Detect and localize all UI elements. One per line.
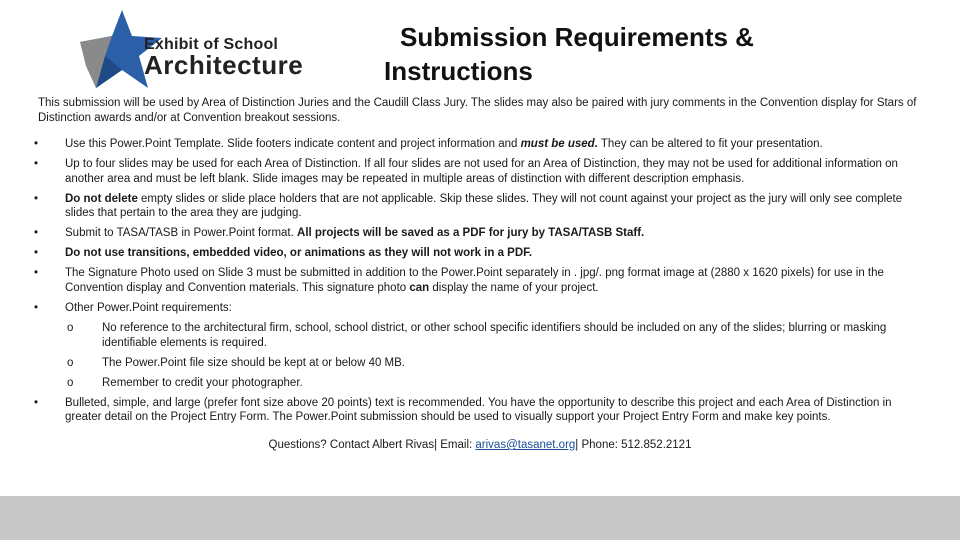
bullet-icon: • bbox=[34, 247, 39, 259]
list-emphasis: Do not delete bbox=[65, 192, 138, 205]
list-emphasis: must be used. bbox=[520, 138, 598, 150]
sub-list bbox=[65, 321, 920, 390]
logo-line1: Exhibit of School bbox=[144, 36, 279, 53]
contact-footer bbox=[0, 439, 960, 451]
sub-bullet-icon: o bbox=[67, 376, 74, 389]
bullet-icon: • bbox=[34, 192, 39, 205]
list-item bbox=[30, 396, 920, 425]
list-text: Remember to credit your photographer. bbox=[102, 376, 303, 389]
list-item bbox=[30, 266, 920, 295]
list-item bbox=[30, 192, 920, 221]
list-emphasis: Do not use transitions, embedded video, or animations as they will not work in a PDF. bbox=[65, 247, 533, 259]
bullet-icon: • bbox=[34, 158, 39, 170]
list-emphasis: can bbox=[409, 281, 430, 294]
list-text: Other Power.Point requirements: bbox=[65, 301, 232, 314]
sub-list-item bbox=[65, 321, 920, 350]
logo-line2: Architecture bbox=[144, 50, 304, 80]
sub-bullet-icon: o bbox=[67, 322, 74, 334]
intro-paragraph: This submission will be used by Area of Distinction Juries and the Caudill Class Jury. The slides may also be paired with jury comments in the Convention display for Stars of Distinction awards and/or at Convention breakout sessions. bbox=[38, 97, 917, 124]
list-item bbox=[30, 301, 920, 391]
list-text: display the name of your project. bbox=[429, 281, 599, 294]
exhibit-logo bbox=[72, 6, 322, 98]
list-emphasis: All projects will be saved as a PDF for jury by TASA/TASB Staff. bbox=[297, 227, 645, 239]
list-text: Submit to TASA/TASB in Power.Point format. bbox=[65, 227, 298, 239]
list-text: Up to four slides may be used for each Area of Distinction. If all four slides are not used for an Area of Distinction, they may not be used for additional information on another area and must be left blank. Slide images may be repeated in multiple areas of distinction with different description emphasis. bbox=[65, 158, 898, 185]
list-item bbox=[30, 157, 920, 186]
sub-bullet-icon: o bbox=[67, 356, 74, 369]
requirements-list bbox=[30, 137, 920, 430]
list-item bbox=[30, 226, 920, 241]
list-item bbox=[30, 246, 920, 261]
list-text: Use this Power.Point Template. Slide footers indicate content and project information and bbox=[65, 138, 521, 150]
page-title bbox=[384, 20, 824, 88]
footer-text: Questions? Contact Albert Rivas| Email: bbox=[268, 439, 476, 451]
bullet-icon: • bbox=[34, 138, 39, 150]
list-item bbox=[30, 137, 920, 152]
list-text: They can be altered to fit your presentation. bbox=[597, 138, 823, 150]
bullet-icon: • bbox=[34, 267, 39, 279]
page-title-line1: Submission Requirements & bbox=[400, 22, 754, 52]
list-text: Bulleted, simple, and large (prefer font size above 20 points) text is recommended. You have the opportunity to describe this project and each Area of Distinction in greater detail on the Project Entry Form. The Power.Point submission should be used to visually support your Project Entry Form and make key points. bbox=[65, 396, 892, 423]
sub-list-item bbox=[65, 356, 920, 371]
bottom-bar bbox=[0, 496, 960, 540]
bullet-icon: • bbox=[34, 301, 39, 314]
list-text: The Signature Photo used on Slide 3 must be submitted in addition to the Power.Point separately in . jpg/. png format image at (2880 x 1620 pixels) for use in the Convention display and Convention materials. This signature photo bbox=[65, 267, 884, 294]
list-text: empty slides or slide place holders that are not applicable. Skip these slides. They will not count against your project as the jury will only see complete slides that pertain to the area they are judging. bbox=[65, 192, 903, 219]
page-title-line2: Instructions bbox=[384, 56, 533, 86]
email-link[interactable]: arivas@tasanet.org bbox=[475, 439, 576, 451]
list-text: No reference to the architectural firm, school, school district, or other school specific identifiers should be included on any of the slides; blurring or masking identifiable elements is required. bbox=[102, 322, 887, 349]
footer-text: | Phone: 512.852.2121 bbox=[575, 439, 692, 451]
sub-list-item bbox=[65, 376, 920, 391]
list-text: The Power.Point file size should be kept at or below 40 MB. bbox=[102, 356, 405, 369]
bullet-icon: • bbox=[34, 227, 39, 239]
bullet-icon: • bbox=[34, 396, 39, 409]
